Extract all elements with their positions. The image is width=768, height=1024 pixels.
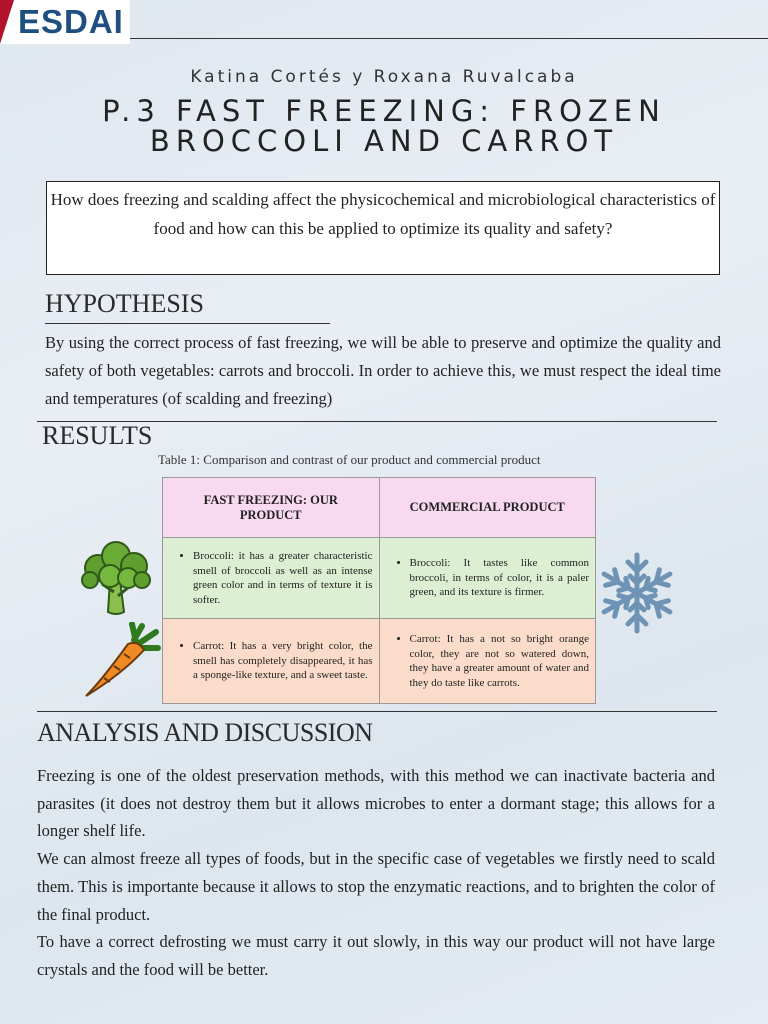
analysis-text	[37, 762, 715, 984]
broccoli-icon	[80, 540, 152, 616]
table-caption: Table 1: Comparison and contrast of our product and commercial product	[158, 452, 541, 467]
column-header-our-product: FAST FREEZING: OUR PRODUCT	[163, 478, 380, 538]
analysis-paragraph-1: Freezing is one of the oldest preservation methods, with this method we can inactivate bacteria and parasites (it does not destroy them but it allows microbes to enter a dormant stage; this allows for a longer shelf life.	[37, 766, 715, 841]
authors: Katina Cortés y Roxana Ruvalcaba	[190, 67, 578, 87]
table-row-carrot	[163, 619, 596, 704]
results-divider	[37, 711, 717, 712]
cell-broccoli-ours	[163, 538, 380, 619]
logo	[0, 0, 130, 44]
research-question: How does freezing and scalding affect the physicochemical and microbiological characteristics of food and how can this be applied to optimize its quality and safety?	[46, 181, 720, 275]
hypothesis-text: By using the correct process of fast freezing, we will be able to preserve and optimize the quality and safety of both vegetables: carrots and broccoli. In order to achieve this, we must respect the ideal time and temperatures (of scalding and freezing)	[45, 333, 721, 408]
analysis-paragraph-3: To have a correct defrosting we must carry it out slowly, in this way our product will not have large crystals and the food will be better.	[37, 932, 715, 979]
list-item: • Broccoli: It tastes like common broccoli, in terms of color, it is a paler green, and its texture is firmer.	[410, 556, 590, 600]
table-header-row	[163, 478, 596, 538]
list-item: • Carrot: It has a very bright color, the smell has completely disappeared, it has a sponge-like texture, and a sweet taste.	[193, 639, 373, 683]
list-item: • Carrot: It has a not so bright orange color, they are not so watered down, they have a greater amount of water and they do taste like carrots.	[410, 632, 590, 690]
carrot-icon	[82, 622, 162, 700]
table-row-broccoli	[163, 538, 596, 619]
header-divider	[130, 38, 768, 39]
column-header-commercial-product: COMMERCIAL PRODUCT	[379, 478, 596, 538]
page-title	[0, 96, 768, 156]
title-line-1: P.3 FAST FREEZING: FROZEN	[102, 94, 666, 128]
snowflake-icon	[597, 550, 677, 636]
results-heading: RESULTS	[42, 421, 153, 450]
cell-broccoli-commercial	[379, 538, 596, 619]
cell-carrot-ours	[163, 619, 380, 704]
list-item: • Broccoli: it has a greater characteristic smell of broccoli as well as an intense green color and in terms of texture it is softer.	[193, 549, 373, 607]
logo-text: ESDAI	[18, 3, 124, 40]
analysis-heading: ANALYSIS AND DISCUSSION	[37, 718, 373, 747]
hypothesis-heading: HYPOTHESIS	[45, 289, 204, 318]
title-line-2: BROCCOLI AND CARROT	[149, 124, 619, 158]
logo-mark-icon	[0, 0, 14, 44]
analysis-paragraph-2: We can almost freeze all types of foods, but in the specific case of vegetables we firstly need to scald them. This is importante because it allows to stop the enzymatic reactions, and to brighten the color of the final product.	[37, 849, 715, 924]
hypothesis-underline	[45, 323, 330, 324]
comparison-table	[162, 477, 596, 704]
cell-carrot-commercial	[379, 619, 596, 704]
